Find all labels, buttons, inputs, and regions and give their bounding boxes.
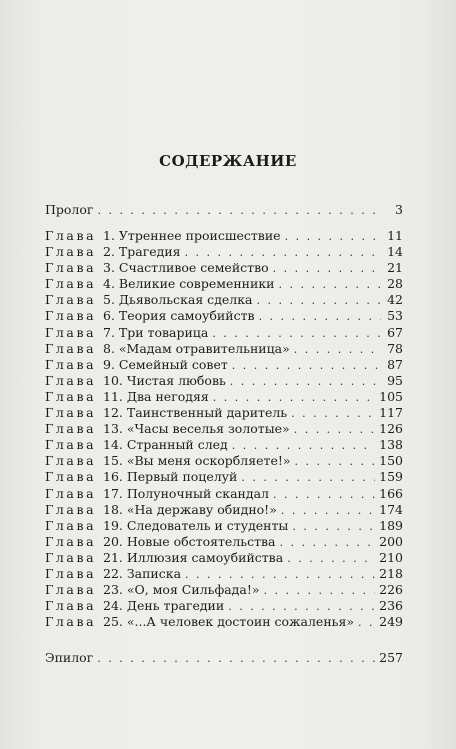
toc-chapter-title: 20. Новые обстоятельства — [103, 533, 276, 549]
toc-chapter-title: 21. Иллюзия самоубийства — [103, 549, 284, 565]
toc-chapter-label: Глава — [45, 614, 97, 630]
toc-row-prolog — [45, 202, 403, 218]
toc-chapter-label: Глава — [45, 260, 97, 276]
toc-page-number: 28 — [387, 276, 403, 292]
toc-leader — [232, 358, 381, 374]
toc-label: Пролог — [45, 202, 94, 217]
toc-chapter-title: 19. Следователь и студенты — [103, 517, 289, 533]
toc-row-chapter — [45, 389, 403, 405]
toc-chapter-label: Глава — [45, 228, 97, 243]
toc-leader — [259, 309, 381, 325]
toc-chapter-title: 10. Чистая любовь — [103, 372, 226, 388]
toc-row-chapter — [45, 244, 403, 260]
toc-chapter-label: Глава — [45, 485, 97, 501]
toc-leader — [213, 390, 375, 406]
toc-chapter-title: 11. Два негодяя — [103, 388, 209, 404]
toc-label: Эпилог — [45, 650, 94, 665]
toc-chapter-label: Глава — [45, 517, 97, 533]
toc-leader — [264, 583, 376, 599]
toc-row-chapter — [45, 582, 403, 598]
toc-row-chapter — [45, 437, 403, 453]
toc-page-number: 174 — [379, 501, 403, 517]
toc-chapter-label: Глава — [45, 437, 97, 453]
toc-prolog — [45, 202, 403, 218]
page-title: СОДЕРЖАНИЕ — [159, 152, 297, 170]
toc-leader — [228, 599, 375, 615]
toc-chapter-title: 2. Трагедия — [103, 244, 181, 260]
toc-row-chapter — [45, 453, 403, 469]
toc-leader — [358, 615, 375, 631]
toc-chapter-title: 8. «Мадам отравительница» — [103, 340, 290, 356]
toc-chapter-title: 5. Дьявольская сделка — [103, 292, 253, 308]
toc-chapter-title: 6. Теория самоубийств — [103, 308, 255, 324]
toc-chapter-title: 7. Три товарица — [103, 324, 209, 340]
toc-chapter-label: Глава — [45, 405, 97, 421]
toc-leader — [241, 470, 375, 486]
toc-page-number: 105 — [379, 388, 403, 404]
toc-page-number: 117 — [379, 405, 403, 421]
toc-page-number: 218 — [379, 565, 403, 581]
toc-leader — [257, 293, 382, 309]
toc-page-number: 150 — [379, 453, 403, 469]
toc-row-chapter — [45, 598, 403, 614]
toc-chapter-title: 15. «Вы меня оскорбляете!» — [103, 453, 291, 469]
toc-chapter-label: Глава — [45, 276, 97, 292]
toc-page-number: 126 — [379, 421, 403, 437]
toc-chapter-title: 14. Странный след — [103, 437, 228, 453]
toc-leader — [295, 454, 376, 470]
toc-row-chapter — [45, 373, 403, 389]
toc-page-number: 14 — [387, 244, 403, 260]
toc-chapter-label: Глава — [45, 324, 97, 340]
toc-row-epilog — [45, 650, 403, 666]
toc-row-chapter — [45, 421, 403, 437]
toc-page-number: 257 — [379, 650, 403, 665]
toc-leader — [281, 503, 375, 519]
toc-chapter-label: Глава — [45, 308, 97, 324]
toc-chapter-title: 22. Записка — [103, 565, 182, 581]
toc-chapter-label: Глава — [45, 533, 97, 549]
toc-chapter-title: 9. Семейный совет — [103, 356, 228, 372]
toc-chapter-title: 18. «На державу обидно!» — [103, 501, 277, 517]
toc-page-number: 95 — [387, 372, 403, 388]
toc-page-number: 159 — [379, 469, 403, 485]
toc-page-number: 87 — [387, 356, 403, 372]
toc-chapter-label: Глава — [45, 292, 97, 308]
toc-page-number: 3 — [395, 202, 403, 217]
toc-page-number: 189 — [379, 517, 403, 533]
toc-chapter-label: Глава — [45, 549, 97, 565]
toc-row-chapter — [45, 550, 403, 566]
toc-row-chapter — [45, 228, 403, 244]
toc-row-chapter — [45, 486, 403, 502]
toc-chapter-title: 16. Первый поцелуй — [103, 469, 238, 485]
toc-chapter-label: Глава — [45, 421, 97, 437]
toc-page-number: 11 — [387, 228, 403, 243]
toc-row-chapter — [45, 405, 403, 421]
toc-row-chapter — [45, 341, 403, 357]
toc-row-chapter — [45, 292, 403, 308]
toc-page-number: 236 — [379, 598, 403, 614]
toc-chapter-title: 24. День трагедии — [103, 598, 225, 614]
toc-chapter-label: Глава — [45, 372, 97, 388]
toc-page-number: 200 — [379, 533, 403, 549]
toc-chapter-label: Глава — [45, 565, 97, 581]
toc-chapter-title: 4. Великие современники — [103, 276, 275, 292]
toc-page-number: 210 — [379, 549, 403, 565]
toc-chapter-list — [45, 228, 403, 630]
toc-chapter-title: 1. Утреннее происшествие — [103, 228, 281, 243]
toc-chapter-title: 23. «О, моя Сильфада!» — [103, 582, 260, 598]
toc-epilog — [45, 650, 403, 666]
toc-chapter-label: Глава — [45, 501, 97, 517]
toc-leader — [185, 567, 375, 583]
toc-leader — [287, 551, 375, 567]
toc-leader — [294, 422, 375, 438]
toc-leader — [273, 487, 375, 503]
toc-chapter-label: Глава — [45, 453, 97, 469]
toc-chapter-label: Глава — [45, 388, 97, 404]
toc-page-number: 249 — [379, 614, 403, 630]
toc-chapter-title: 12. Таинственный даритель — [103, 405, 288, 421]
toc-chapter-title: 3. Счастливое семейство — [103, 260, 269, 276]
toc-chapter-label: Глава — [45, 340, 97, 356]
toc-leader — [292, 519, 375, 535]
toc-row-chapter — [45, 518, 403, 534]
toc-page-number: 53 — [387, 308, 403, 324]
toc-leader — [212, 326, 381, 342]
toc-row-chapter — [45, 260, 403, 276]
toc-row-chapter — [45, 566, 403, 582]
toc-page-number: 166 — [379, 485, 403, 501]
toc-leader — [273, 261, 381, 277]
toc-chapter-label: Глава — [45, 244, 97, 260]
toc-leader — [232, 438, 375, 454]
toc-page-number: 78 — [387, 340, 403, 356]
toc-leader — [230, 374, 381, 390]
toc-row-chapter — [45, 325, 403, 341]
toc-page-number: 138 — [379, 437, 403, 453]
toc-chapter-title: 13. «Часы веселья золотые» — [103, 421, 290, 437]
toc-chapter-label: Глава — [45, 356, 97, 372]
toc-leader — [97, 651, 375, 667]
toc-page-number: 21 — [387, 260, 403, 276]
toc-page-number: 226 — [379, 582, 403, 598]
toc-row-chapter — [45, 276, 403, 292]
toc-chapter-title: 25. «...А человек достоин сожаленья» — [103, 614, 354, 630]
toc-leader — [185, 245, 381, 261]
toc-leader — [285, 229, 381, 245]
toc-row-chapter — [45, 357, 403, 373]
toc-row-chapter — [45, 469, 403, 485]
toc-leader — [279, 277, 382, 293]
toc-leader — [291, 406, 375, 422]
toc-leader — [97, 203, 381, 219]
toc-page-number: 42 — [387, 292, 403, 308]
toc-row-chapter — [45, 308, 403, 324]
toc-chapter-label: Глава — [45, 469, 97, 485]
toc-row-chapter — [45, 614, 403, 630]
toc-chapter-title: 17. Полуночный скандал — [103, 485, 269, 501]
toc-page-number: 67 — [387, 324, 403, 340]
toc-row-chapter — [45, 534, 403, 550]
toc-leader — [279, 535, 375, 551]
toc-leader — [294, 342, 381, 358]
toc-row-chapter — [45, 502, 403, 518]
toc-chapter-label: Глава — [45, 582, 97, 598]
toc-chapter-label: Глава — [45, 598, 97, 614]
